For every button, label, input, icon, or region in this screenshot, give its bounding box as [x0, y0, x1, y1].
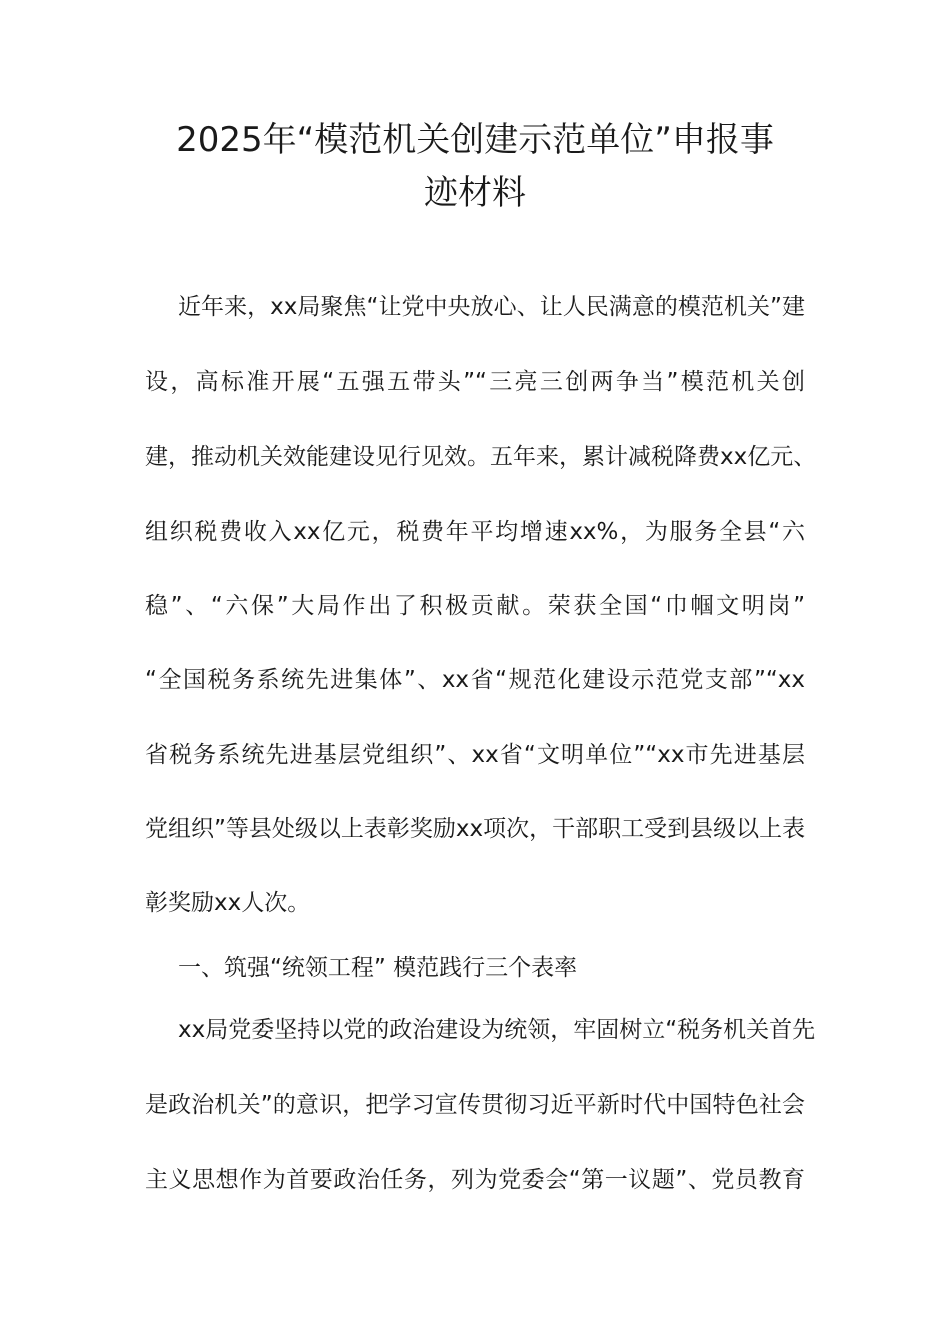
document-title-line-1: 2025年“模范机关创建示范单位”申报事 [176, 120, 774, 160]
text-line: xx局党委坚持以党的政治建设为统领，牢固树立“税务机关首先 [178, 1017, 816, 1043]
document-title-line-2: 迹材料 [424, 173, 526, 213]
text-line: 是政治机关”的意识，把学习宣传贯彻习近平新时代中国特色社会 [145, 1092, 805, 1118]
text-line: 建，推动机关效能建设见行见效。五年来，累计减税降费xx亿元、 [145, 444, 817, 470]
text-line: 组织税费收入xx亿元，税费年平均增速xx%，为服务全县“六 [145, 519, 805, 545]
text-line: 党组织”等县处级以上表彰奖励xx项次，干部职工受到县级以上表 [145, 816, 806, 842]
text-line: 设，高标准开展“五强五带头”“三亮三创两争当”模范机关创 [145, 369, 805, 395]
section-heading-1: 一、筑强“统领工程” 模范践行三个表率 [178, 955, 578, 981]
text-line: “全国税务系统先进集体”、xx省“规范化建设示范党支部”“xx [145, 667, 805, 693]
text-line: 近年来，xx局聚焦“让党中央放心、让人民满意的模范机关”建 [178, 294, 805, 320]
text-line: 省税务系统先进基层党组织”、xx省“文明单位”“xx市先进基层 [145, 742, 805, 768]
text-line: 主义思想作为首要政治任务，列为党委会“第一议题”、党员教育 [145, 1167, 805, 1193]
text-line: 稳”、“六保”大局作出了积极贡献。荣获全国“巾帼文明岗” [145, 593, 805, 619]
text-line: 彰奖励xx人次。 [145, 890, 311, 916]
